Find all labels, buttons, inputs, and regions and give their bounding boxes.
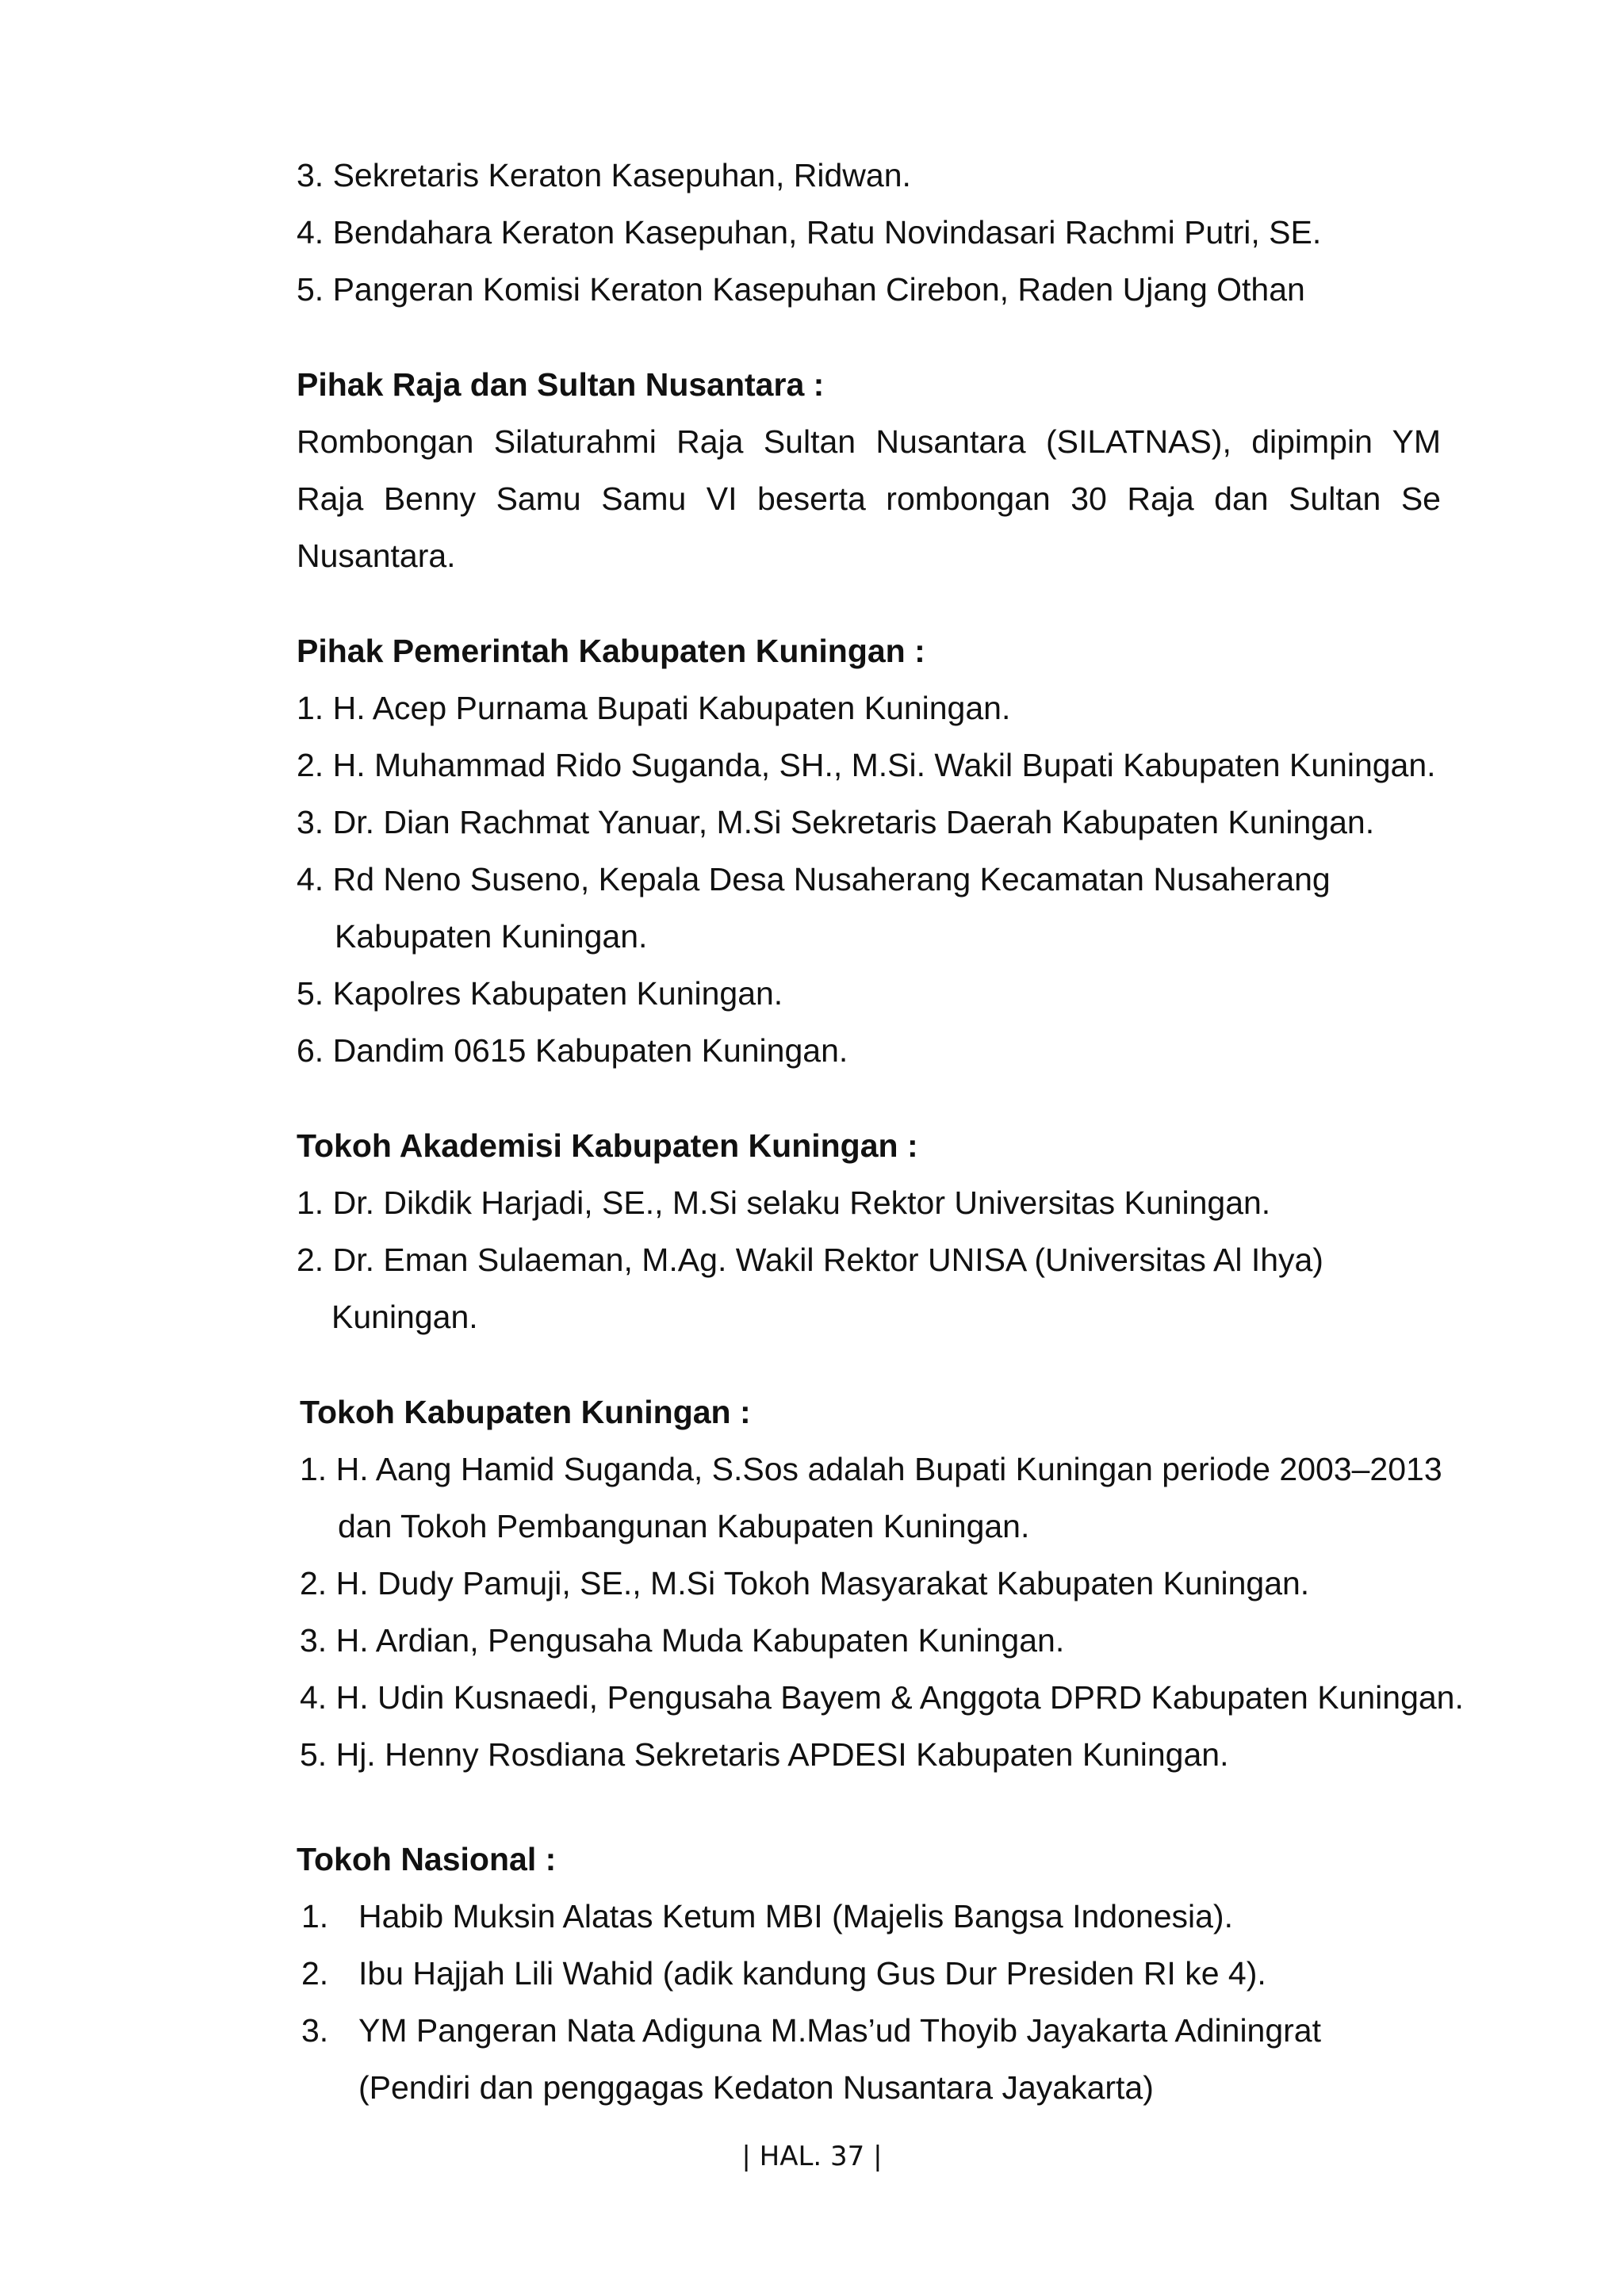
item-text: Ibu Hajjah Lili Wahid (adik kandung Gus Dur Presiden RI ke 4).	[358, 1955, 1266, 1992]
list-item: 6. Dandim 0615 Kabupaten Kuningan.	[297, 1032, 848, 1069]
item-text: YM Pangeran Nata Adiguna M.Mas’ud Thoyib Jayakarta Adiningrat	[358, 2012, 1322, 2049]
section-heading-nasional: Tokoh Nasional :	[297, 1841, 557, 1877]
section-heading-raja: Pihak Raja dan Sultan Nusantara :	[297, 366, 825, 403]
list-item-continuation: dan Tokoh Pembangunan Kabupaten Kuningan.	[338, 1508, 1030, 1544]
list-item: 1. H. Aang Hamid Suganda, S.Sos adalah Bupati Kuningan periode 2003–2013	[300, 1451, 1442, 1487]
list-item: 5. Hj. Henny Rosdiana Sekretaris APDESI Kabupaten Kuningan.	[300, 1736, 1229, 1773]
section-heading-akademisi: Tokoh Akademisi Kabupaten Kuningan :	[297, 1127, 918, 1164]
numbered-item	[0, 2008, 1624, 2053]
list-item-continuation: (Pendiri dan penggagas Kedaton Nusantara Jayakarta)	[358, 2069, 1154, 2106]
page-number-footer: | HAL. 37 |	[741, 2141, 883, 2172]
list-item: 2. Dr. Eman Sulaeman, M.Ag. Wakil Rektor UNISA (Universitas Al Ihya)	[297, 1242, 1323, 1278]
list-item: 2. H. Dudy Pamuji, SE., M.Si Tokoh Masyarakat Kabupaten Kuningan.	[300, 1565, 1310, 1601]
list-item: 4. H. Udin Kusnaedi, Pengusaha Bayem & Anggota DPRD Kabupaten Kuningan.	[300, 1679, 1464, 1716]
list-item: 4. Bendahara Keraton Kasepuhan, Ratu Novindasari Rachmi Putri, SE.	[297, 214, 1322, 251]
numbered-item	[0, 1894, 1624, 1938]
list-item: 1. H. Acep Purnama Bupati Kabupaten Kuningan.	[297, 690, 1011, 726]
list-item: 3. H. Ardian, Pengusaha Muda Kabupaten Kuningan.	[300, 1622, 1065, 1659]
paragraph-line: Nusantara.	[297, 538, 456, 574]
section-heading-tokoh: Tokoh Kabupaten Kuningan :	[300, 1394, 751, 1430]
paragraph-line: Rombongan Silaturahmi Raja Sultan Nusantara (SILATNAS), dipimpin YM	[297, 423, 1441, 460]
list-item: 4. Rd Neno Suseno, Kepala Desa Nusaherang Kecamatan Nusaherang	[297, 861, 1331, 897]
list-item: 3. Dr. Dian Rachmat Yanuar, M.Si Sekretaris Daerah Kabupaten Kuningan.	[297, 804, 1375, 840]
item-number: 3.	[301, 2012, 329, 2049]
list-item: 2. H. Muhammad Rido Suganda, SH., M.Si. Wakil Bupati Kabupaten Kuningan.	[297, 747, 1436, 783]
list-item: 3. Sekretaris Keraton Kasepuhan, Ridwan.	[297, 157, 911, 193]
section-heading-pemerintah: Pihak Pemerintah Kabupaten Kuningan :	[297, 633, 925, 669]
list-item: 5. Kapolres Kabupaten Kuningan.	[297, 975, 783, 1012]
list-item: 5. Pangeran Komisi Keraton Kasepuhan Cirebon, Raden Ujang Othan	[297, 271, 1305, 308]
numbered-item	[0, 1951, 1624, 1996]
item-number: 2.	[301, 1955, 329, 1992]
list-item-continuation: Kuningan.	[331, 1299, 478, 1335]
paragraph-line: Raja Benny Samu Samu VI beserta rombongan 30 Raja dan Sultan Se	[297, 480, 1441, 517]
list-item-continuation: Kabupaten Kuningan.	[335, 918, 648, 955]
item-text: Habib Muksin Alatas Ketum MBI (Majelis Bangsa Indonesia).	[358, 1898, 1233, 1934]
item-number: 1.	[301, 1898, 329, 1934]
list-item: 1. Dr. Dikdik Harjadi, SE., M.Si selaku Rektor Universitas Kuningan.	[297, 1184, 1271, 1221]
